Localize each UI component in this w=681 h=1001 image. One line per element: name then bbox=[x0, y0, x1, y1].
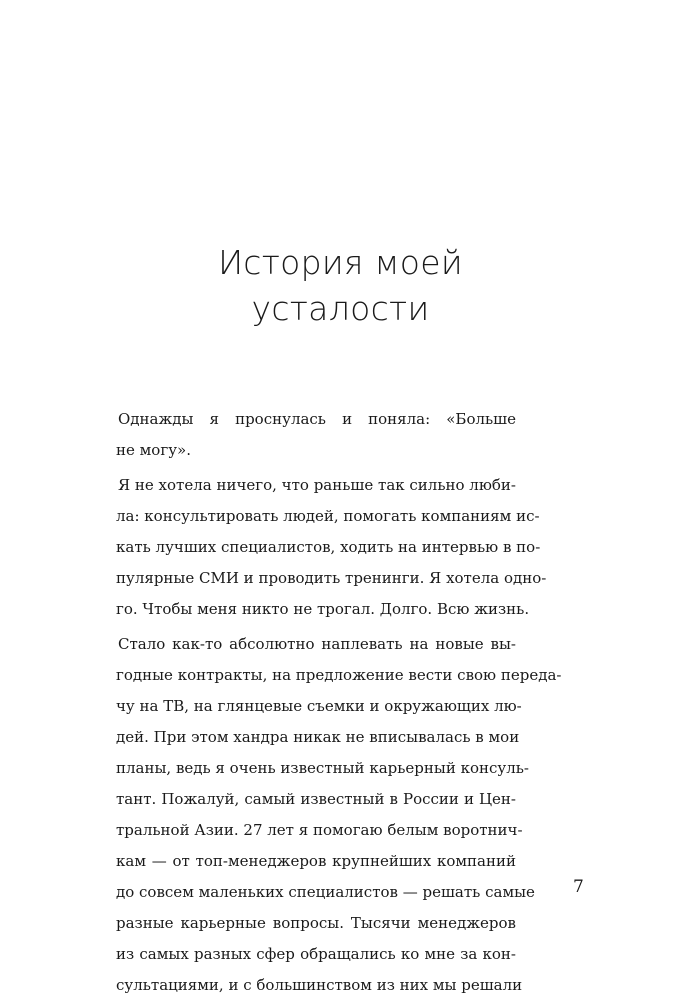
text-line: чу на ТВ, на глянцевые съемки и окружающих лю- bbox=[116, 697, 522, 715]
text-line: годные контракты, на предложение вести свою переда- bbox=[116, 666, 562, 684]
text-line: Стало как-то абсолютно наплевать на новые вы- bbox=[118, 635, 516, 653]
text-line: не могу». bbox=[116, 441, 191, 459]
chapter-title-line-1: История моей bbox=[218, 243, 463, 282]
text-line: го. Чтобы меня никто не трогал. Долго. Всю жизнь. bbox=[116, 600, 530, 618]
text-line: до совсем маленьких специалистов — решать самые bbox=[116, 883, 535, 901]
text-line: кать лучших специалистов, ходить на интервью в по- bbox=[116, 538, 541, 556]
text-line: тральной Азии. 27 лет я помогаю белым воротнич- bbox=[116, 821, 523, 839]
page-number: 7 bbox=[573, 877, 584, 897]
text-line: сультациями, и с большинством из них мы решали bbox=[116, 976, 523, 994]
text-line: Однажды я проснулась и поняла: «Больше bbox=[118, 410, 516, 428]
chapter-title bbox=[0, 240, 681, 332]
text-line: дей. При этом хандра никак не вписывалась в мои bbox=[116, 728, 520, 746]
text-line: пулярные СМИ и проводить тренинги. Я хотела одно- bbox=[116, 569, 547, 587]
text-line: ла: консультировать людей, помогать компаниям ис- bbox=[116, 507, 540, 525]
chapter-title-line-2: усталости bbox=[251, 289, 430, 328]
text-line: планы, ведь я очень известный карьерный консуль- bbox=[116, 759, 529, 777]
text-line: тант. Пожалуй, самый известный в России и Цен- bbox=[116, 790, 516, 808]
text-line: разные карьерные вопросы. Тысячи менеджеров bbox=[116, 914, 516, 932]
text-line: кам — от топ-менеджеров крупнейших компаний bbox=[116, 852, 516, 870]
text-line: Я не хотела ничего, что раньше так сильно люби- bbox=[118, 476, 516, 494]
text-line: из самых разных сфер обращались ко мне за кон- bbox=[116, 945, 516, 963]
chapter-body bbox=[116, 404, 562, 1001]
